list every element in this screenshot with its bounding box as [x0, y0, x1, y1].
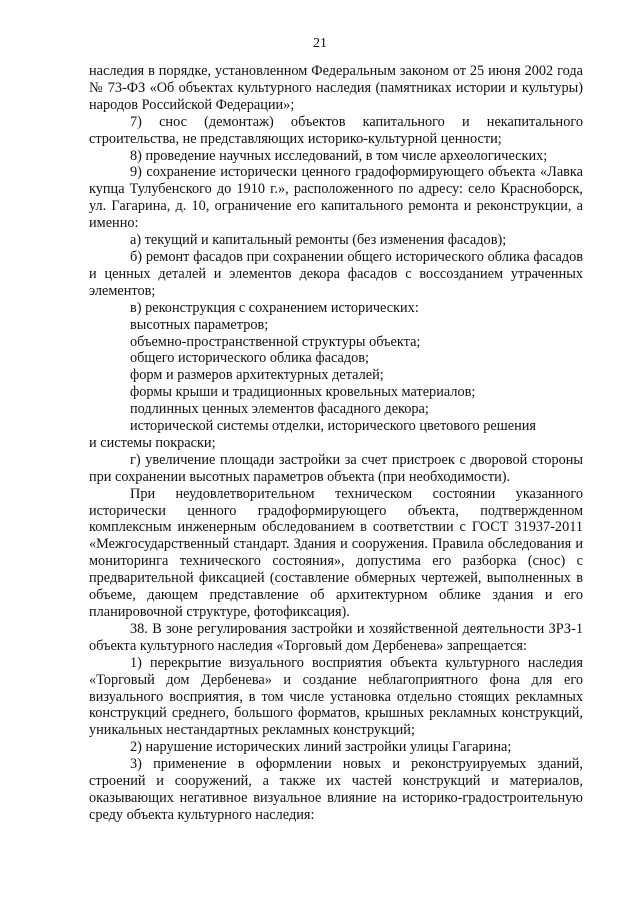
sub-item-v-decor: подлинных ценных элементов фасадного декора;	[130, 401, 429, 418]
sub-item-g: г) увеличение площади застройки за счет пристроек с дворовой стороны при сохранении высотных параметров объекта (при необходимости).	[89, 451, 583, 485]
section-38-item-1: 1) перекрытие визуального восприятия объекта культурного наследия «Торговый дом Дербенева» и создание неблагоприятного фона для его визуального восприятия, в том числе установка отдельно стоящих рекламных конструкций среднего, большого форматов, крышных рекламных конструкций, уникальных нестандартных рекламных конструкций;	[89, 654, 583, 739]
sub-item-v-height: высотных параметров;	[130, 316, 269, 333]
list-item-9: 9) сохранение исторически ценного градоформирующего объекта «Лавка купца Тулубенского до 1910 г.», расположенного по адресу: село Красноборск, ул. Гагарина, д. 10, ограничение его капитального ремонта и реконструкции, а именно:	[89, 164, 583, 232]
sub-item-a: а) текущий и капитальный ремонты (без изменения фасадов);	[130, 232, 507, 249]
sub-item-b: б) ремонт фасадов при сохранении общего исторического облика фасадов и ценных деталей и элементов декора фасадов с воссозданием утраченных элементов;	[89, 248, 583, 299]
section-38: 38. В зоне регулирования застройки и хозяйственной деятельности ЗРЗ-1 объекта культурного наследия «Торговый дом Дербенева» запрещается:	[89, 620, 583, 654]
sub-item-v-structure: объемно-пространственной структуры объекта;	[130, 333, 421, 350]
list-item-8: 8) проведение научных исследований, в том числе археологических;	[130, 147, 548, 164]
document-body	[89, 63, 583, 824]
page-number: 21	[313, 36, 327, 51]
section-38-item-2: 2) нарушение исторических линий застройки улицы Гагарина;	[130, 739, 512, 756]
sub-item-v-facades: общего исторического облика фасадов;	[130, 350, 369, 367]
paragraph-unsatisfactory-condition: При неудовлетворительном техническом состоянии указанного исторически ценного градоформирующего объекта, подтвержденном комплексным инженерным обследованием в соответствии с ГОСТ 31937-2011 «Межгосударственный стандарт. Здания и сооружения. Правила обследования и мониторинга технического состояния», допустима его разборка (снос) с предварительной фиксацией (составление обмерных чертежей, выполненных в объеме, дающем представление об архитектурном облике здания и его планировочной структуре, фотофиксация).	[89, 485, 583, 620]
sub-item-v-details: форм и размеров архитектурных деталей;	[130, 367, 384, 384]
sub-item-v-finish-continuation: и системы покраски;	[89, 434, 216, 451]
sub-item-v-finish: исторической системы отделки, исторического цветового решения	[130, 418, 536, 435]
paragraph-continuation: наследия в порядке, установленном Федеральным законом от 25 июня 2002 года № 73-ФЗ «Об объектах культурного наследия (памятниках истории и культуры) народов Российской Федерации»;	[89, 63, 583, 113]
section-38-item-3: 3) применение в оформлении новых и реконструируемых зданий, строений и сооружений, а также их частей конструкций и материалов, оказывающих негативное визуальное влияние на историко-градостроительную среду объекта культурного наследия:	[89, 756, 583, 823]
list-item-7: 7) снос (демонтаж) объектов капитального и некапитального строительства, не представляющих историко-культурной ценности;	[89, 113, 583, 147]
sub-item-v-roof: формы крыши и традиционных кровельных материалов;	[130, 384, 476, 401]
sub-item-v: в) реконструкция с сохранением исторических:	[130, 299, 419, 316]
